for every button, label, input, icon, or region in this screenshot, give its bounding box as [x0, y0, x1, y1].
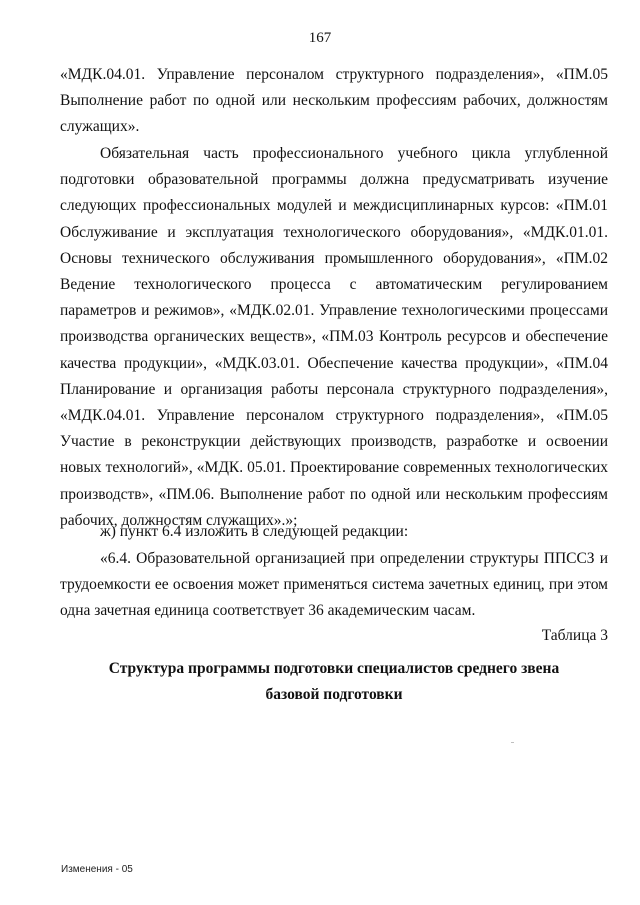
footer-note: Изменения - 05: [61, 864, 133, 875]
page-number: 167: [308, 30, 332, 46]
table-title-line-1: Структура программы подготовки специалистов среднего звена: [108, 660, 560, 677]
paragraph-continuation: «МДК.04.01. Управление персоналом структурного подразделения», «ПМ.05 Выполнение работ по одной или нескольким профессиям рабочих, должностям служащих».: [60, 66, 608, 136]
table-label: Таблица 3: [541, 627, 608, 644]
scan-speck: [511, 742, 514, 743]
paragraph-clause-zh: ж) пункт 6.4 изложить в следующей редакции:: [100, 523, 409, 540]
table-title: [60, 656, 608, 708]
table-title-line-2: базовой подготовки: [265, 686, 403, 703]
paragraph-item-6-4: «6.4. Образовательной организацией при определении структуры ППССЗ и трудоемкости ее освоения может применяться система зачетных единиц, при этом одна зачетная единица соответствует 36 академическим часам.: [60, 550, 608, 620]
paragraph-mandatory-part: Обязательная часть профессионального учебного цикла углубленной подготовки образовательной программы должна предусматривать изучение следующих профессиональных модулей и междисциплинарных курсов: «ПМ.01 Обслуживание и эксплуатация технологического оборудования», «МДК.01.01. Основы технического обслуживания промышленного оборудования», «ПМ.02 Ведение технологического процесса с автоматическим регулированием параметров и режимов», «МДК.02.01. Управление технологическими процессами производства органических веществ», «ПМ.03 Контроль ресурсов и обеспечение качества продукции», «МДК.03.01. Обеспечение качества продукции», «ПМ.04 Планирование и организация работы персонала структурного подразделения», «МДК.04.01. Управление персоналом структурного подразделения», «ПМ.05 Участие в реконструкции действующих производств, разработке и освоении новых технологий», «МДК. 05.01. Проектирование современных технологических производств», «ПМ.06. Выполнение работ по одной или нескольким профессиям рабочих, должностям служащих».»;: [60, 145, 608, 529]
